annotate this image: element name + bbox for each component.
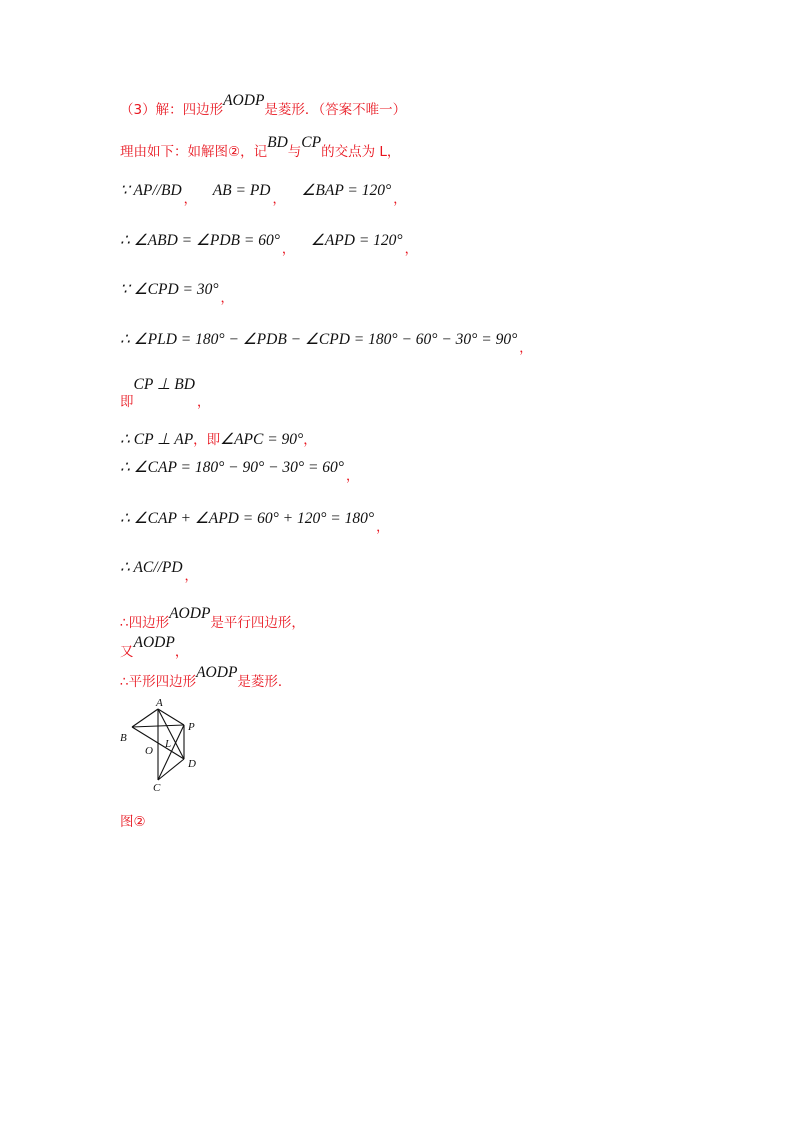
step-pld: ∴ ∠PLD = 180° − ∠PDB − ∠CPD = $180^\circ - 60^\circ - 30^\circ = 90^\circ_,$ [120,331,533,356]
label-d: D [188,758,196,770]
figure-lines [132,709,184,780]
step-angles: ∴ ∠ABD = ∠PDB = $60^\circ_,\angle APD = 120^\circ_,$ [120,232,418,257]
conclusion-rhombus: ∴平形四边形AODP是菱形． [120,664,292,690]
label-p: P [188,721,195,733]
step-perpendicular-bd: $_即$CP ⊥ $BD_,$ [120,376,210,410]
solution-heading: （3）解：四边形AODP是菱形．（答案不唯一） [120,92,407,118]
step-given: ∵ $AP//BD_,AB$ = $PD_,\angle BAP = 120^\circ_,$ [120,182,407,207]
figure-caption: 图② [120,814,146,830]
label-o: O [145,745,153,757]
conclusion-parallelogram: ∴四边形AODP是平行四边形， [120,605,305,631]
step-cpd: ∵ ∠CPD = $30^\circ_,$ [120,281,234,306]
step-perpendicular-ap: ∴ CP ⊥ AP，即∠APC = 90°， [120,431,317,448]
label-l: L [165,738,172,750]
step-sum: ∴ ∠CAP + ∠APD = $60^\circ + 120^\circ = 180^\circ_,$ [120,510,390,535]
label-a: A [156,697,163,709]
label-b: B [120,732,127,744]
label-c: C [153,782,161,794]
step-parallel: ∴ $AC//PD_,$ [120,559,198,584]
geometry-figure [116,695,206,795]
condition-line: 又AODP， [120,634,189,660]
step-cap: ∴ ∠CAP = $180^\circ - 90^\circ - 30^\circ = 60^\circ_,$ [120,459,360,484]
reason-intro: 理由如下：如解图②，记BD与CP的交点为 L， [120,134,401,160]
